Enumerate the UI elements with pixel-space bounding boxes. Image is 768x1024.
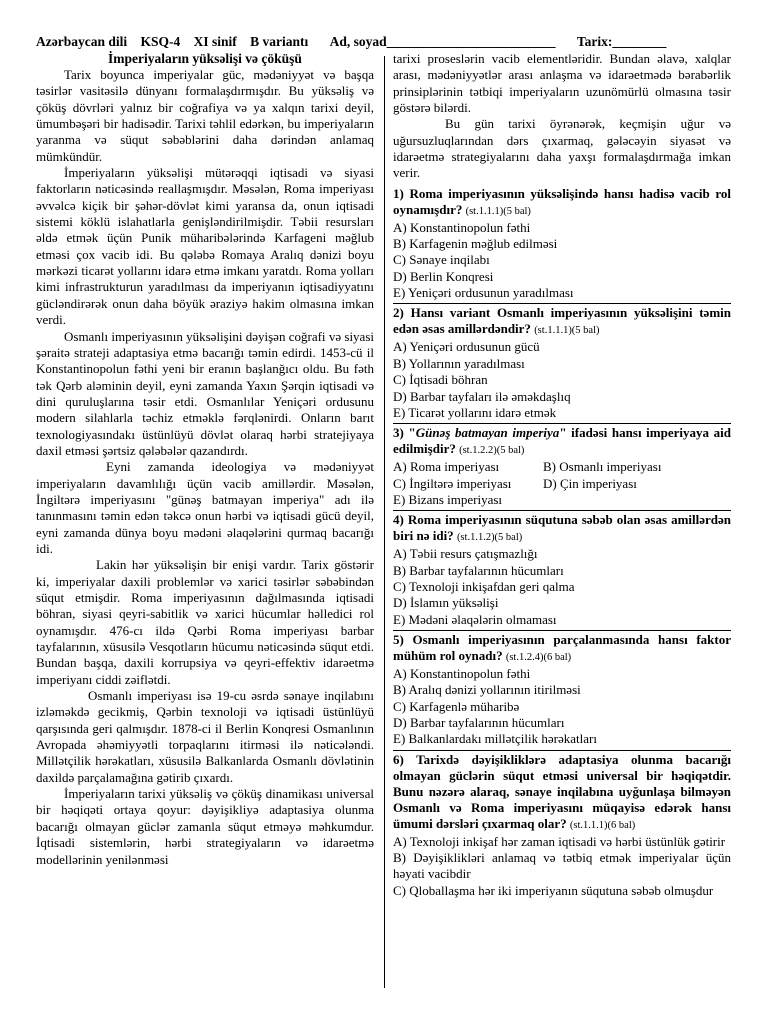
question-1-option-e[interactable]: E) Yeniçəri ordusunun yaradılması (393, 285, 574, 301)
question-1-option-a[interactable]: A) Konstantinopolun fəthi (393, 219, 531, 235)
paragraph-5: Lakin hər yüksəlişin bir enişi vardır. Tarix göstərir ki, imperiyalar daxili problemlər və xarici təsirlər səbəbindən süqut etmişdir. Roma imperiyasının dağılmasında iqtisadi böhran, siyasi qeyri-sabitlik və xarici hücumlar həlledici rol oynamışdır. 476-cı ildə Qərbi Roma imperiyası barbar tayfalarının, xüsusilə Vesqotların hücumu nəticəsində süqut etdi. Bundan başqa, daxili korrupsiya və qeyri-effektiv idarəetmə imperiyanı ciddi zəiflətdi. (36, 557, 374, 687)
question-4-option-d[interactable]: D) İslamın yüksəlişi (393, 595, 499, 611)
question-5-option-c[interactable]: C) Karfagenlə müharibə (393, 698, 520, 714)
question-2-option-b[interactable]: B) Yollarının yaradılması (393, 355, 525, 371)
question-4 (393, 510, 731, 628)
date-field[interactable]: ________ (612, 34, 667, 49)
question-1-text: 1) Roma imperiyasının yüksəlişində hansı hadisə vacib rol oynamışdır? (st.1.1.1)(5 bal) (393, 185, 731, 217)
question-1-option-b[interactable]: B) Karfagenin məğlub edilməsi (393, 236, 558, 252)
question-2-option-a[interactable]: A) Yeniçəri ordusunun gücü (393, 339, 540, 355)
question-3-option-c[interactable]: C) İngiltərə imperiyası (393, 475, 512, 491)
question-3-option-e[interactable]: E) Bizans imperiyası (393, 491, 503, 507)
question-2-tag: (st.1.1.1)(5 bal) (534, 325, 600, 337)
question-3-option-b[interactable]: B) Osmanlı imperiyası (543, 459, 662, 475)
name-label: Ad, soyad (329, 34, 387, 49)
question-3-text: 3) "Günəş batmayan imperiya" ifadəsi hansı imperiyaya aid edilmişdir? (st.1.2.2)(5 bal) (393, 425, 731, 457)
question-6-option-a[interactable]: A) Texnoloji inkişaf hər zaman iqtisadi və hərbi üstünlük gətirir (393, 833, 726, 849)
question-1-option-d[interactable]: D) Berlin Konqresi (393, 268, 494, 284)
question-2-option-c[interactable]: C) İqtisadi böhran (393, 372, 488, 388)
question-2 (393, 303, 731, 421)
question-4-option-c[interactable]: C) Texnoloji inkişafdan geri qalma (393, 578, 575, 594)
paragraph-6: Osmanlı imperiyası isə 19-cu əsrdə sənaye inqilabını izləməkdə gecikmiş, Qərbin texnoloji və iqtisadi üstünlüyü qarşısında geri qalmışdır. 1878-ci il Berlin Konqresi Osmanlının Avropada əhəmiyyətli torpaqlarını itirməsi ilə nəticələndi. Millətçilik hərəkatları, xüsusilə Balkanlarda Osmanlı dövlətinin daxildə parçalamağına gətirib çıxardı. (36, 688, 374, 785)
question-6-text: 6) Tarixdə dəyişikliklərə adaptasiya olunma bacarığı olmayan güclərin süqut etməsi universal bir həqiqətdir. Bunu nəzərə alaraq, sənaye inqilabına uyğunlaşa bilməyən Osmanlı və Roma imperiyasını müqayisə edərək hansı ümumi dərsləri çıxarmaq olar? (st.1.1.1)(6 bal) (393, 751, 731, 831)
question-6-option-c[interactable]: C) Qloballaşma hər iki imperiyanın süqutuna səbəb olmuşdur (393, 882, 714, 898)
exam-code: KSQ-4 (140, 34, 181, 49)
subject-label: Azərbaycan dili (36, 34, 128, 49)
question-3-tag: (st.1.2.2)(5 bal) (459, 445, 525, 457)
paragraph-3: Osmanlı imperiyasının yüksəlişini dəyişən coğrafi və siyasi şəraitə strateji adaptasiya etmə bacarığı təmin edirdi. 1453-cü il Konstantinopolun fəthi yeni bir eranın başlanğıcı oldu. Bu fəth tək Qərb aləminin deyil, eyni zamanda Yaxın Şərqin iqtisadi və dini quruluşlarına təsir etdi. Osmanlılar Yeniçəri ordusunu modern silahlarla təchiz etməklə fərqlənirdi. Onların barıt texnologiyasındakı üstünlüyü dövlət olaraq hərbi stratejiyaya daxil etməsi şərtsiz qələbələr qazandırdı. (36, 328, 374, 458)
question-3-option-d[interactable]: D) Çin imperiyası (543, 475, 637, 491)
question-4-option-a[interactable]: A) Təbii resurs çatışmazlığı (393, 546, 538, 562)
question-5-option-d[interactable]: D) Barbar tayfalarının hücumları (393, 714, 565, 730)
question-2-option-d[interactable]: D) Barbar tayfaları ilə əməkdaşlıq (393, 388, 571, 404)
question-4-option-e[interactable]: E) Mədəni əlaqələrin olmaması (393, 611, 557, 627)
question-3-quote: Günəş batmayan imperiya (415, 425, 560, 441)
variant-label: B variantı (250, 34, 309, 49)
question-2-option-e[interactable]: E) Ticarət yollarını idarə etmək (393, 404, 557, 420)
paragraph-1: Tarix boyunca imperiyalar güc, mədəniyyət və başqa təsirlər vasitəsilə dünyanı formalaşdırmışdır. Bu yüksəliş və çöküş dövrləri yalnız bir coğrafiya və ya xalqın tarixi deyil, ümumbəşəri bir hadisədir. Tarixi təhlil edərkən, bu imperiyaların yaranma və süqut səbəblərini daha dərindən anlamaq mümkündür. (36, 67, 374, 164)
question-5-option-b[interactable]: B) Aralıq dənizi yollarının itirilməsi (393, 682, 581, 698)
question-3 (393, 423, 731, 508)
question-1-tag: (st.1.1.1)(5 bal) (465, 205, 531, 217)
question-1 (393, 185, 731, 302)
question-3-option-a[interactable]: A) Roma imperiyası (393, 459, 500, 475)
paragraph-7: İmperiyaların tarixi yüksəliş və çöküş dinamikası universal bir həqiqəti ortaya qoyur: dəyişikliyə adaptasiya olunma bacarığı olmayan güclər zamanla süqut etməyə məhkumdur. İqtisadi sistemlərin, hərbi strategiyaların və idarəetmə modellərinin yenilənməsi (36, 786, 374, 867)
paragraph-4: Eyni zamanda ideologiya və mədəniyyət imperiyaların davamlılığı üçün vacib amillərdir. Məsələn, İngiltərə imperiyasını "günəş batmayan imperiya" adı ilə tanınmasını təmin edən təkcə onun hərbi və iqtisadi gücü deyil, eyni zamanda dünya boyu mədəni əlaqələrini qurmaq bacarığı idi. (36, 459, 374, 556)
question-4-option-b[interactable]: B) Barbar tayfalarının hücumları (393, 562, 564, 578)
paragraph-continuation: tarixi proseslərin vacib elementləridir. Bundan əlavə, xalqlar arası, mədəniyyətlər arası anlaşma və idarəetmədə bərabərlik prinsiplərinin tətbiqi imperiyaların uzunömürlü olmasına təsir göstərə bilərdi. (393, 51, 731, 116)
question-5-text: 5) Osmanlı imperiyasının parçalanmasında hansı faktor mühüm rol oynadı? (st.1.2.4)(6 bal) (393, 631, 731, 663)
question-5-option-a[interactable]: A) Konstantinopolun fəthi (393, 665, 531, 681)
question-4-tag: (st.1.1.2)(5 bal) (456, 532, 523, 544)
reading-text-column (36, 51, 374, 868)
question-6-option-b[interactable]: B) Dəyişiklikləri anlamaq və tətbiq etmək imperiyalar üçün həyati vacibdir (393, 850, 731, 882)
question-5-option-e[interactable]: E) Balkanlardakı millətçilik hərəkatları (393, 731, 597, 747)
question-6-tag: (st.1.1.1)(6 bal) (569, 819, 636, 831)
question-2-text: 2) Hansı variant Osmanlı imperiyasının yüksəlişini təmin edən əsas amillərdəndir? (st.1.1.1)(5 bal) (393, 305, 731, 337)
question-4-text: 4) Roma imperiyasının süqutuna səbəb olan əsas amillərdən biri nə idi? (st.1.1.2)(5 bal) (393, 512, 731, 544)
question-6 (393, 750, 731, 899)
paragraph-closing: Bu gün tarixi öyrənərək, keçmişin uğur və uğursuzluqlarından dərs çıxarmaq, gələcəyin siyasət və idarəetmə strategiyalarını daha yaxşı formalaşdırmağa imkan verir. (393, 116, 731, 181)
date-label: Tarix: (576, 34, 613, 49)
paragraph-2: İmperiyaların yüksəlişi mütərəqqi iqtisadi və siyasi faktorların nəticəsində reallaşmışdır. Məsələn, Roma imperiyası əvvəlcə kiçik bir şəhər-dövlət kimi yaransa da, onun iqtisadi sistemi köklü islahatlarla genişləndirilmişdir. Təbii resursları əldə etmək üçün Punik müharibələrində Karfageni məğlub etməsi çox vacib idi. Bu qələbə Romaya Aralıq dənizi boyu mərkəzi ticarət yollarını idarə etmə imkanı yaratdı. Roma yolları kimi infrastrukturun yaradılması da imperiyanın iqtisadiyyatını gücləndirərək onun daha böyük əraziyə hakim olmasına imkan verdi. (36, 165, 374, 328)
question-5 (393, 630, 731, 748)
column-divider (384, 56, 385, 988)
grade-label: XI sinif (193, 34, 237, 49)
questions-column (393, 51, 731, 899)
exam-header (36, 34, 756, 50)
question-5-tag: (st.1.2.4)(6 bal) (505, 651, 572, 663)
text-title: İmperiyaların yüksəlişi və çöküşü (108, 51, 302, 66)
name-field[interactable]: _________________________ (386, 34, 556, 49)
question-1-option-c[interactable]: C) Sənaye inqilabı (393, 252, 490, 268)
